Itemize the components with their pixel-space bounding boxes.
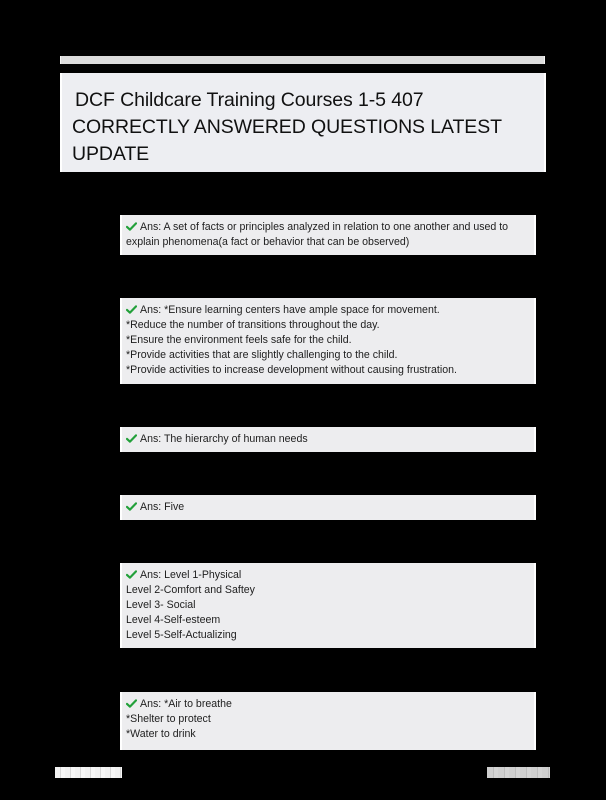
answer-line: *Provide activities to increase development without causing frustration.: [126, 364, 457, 376]
title-line-2: CORRECTLY ANSWERED QUESTIONS LATEST: [72, 116, 502, 138]
answer-line: *Shelter to protect: [126, 713, 211, 725]
answer-line: *Ensure the environment feels safe for the child.: [126, 334, 352, 346]
footer-page-number-redacted: [487, 767, 550, 778]
answer-box-6: [120, 692, 536, 750]
answer-box-5: [120, 563, 536, 648]
answer-box-3: [120, 427, 536, 452]
answer-line: Ans: Level 1-Physical: [126, 568, 530, 583]
footer-site-name-redacted: [55, 767, 122, 778]
answer-line: Level 3- Social: [126, 599, 196, 611]
answer-line: explain phenomena(a fact or behavior that can be observed): [126, 236, 410, 248]
answer-line: Ans: A set of facts or principles analyzed in relation to one another and used to: [126, 220, 530, 235]
answer-line: Ans: Five: [126, 500, 530, 515]
checkmark-icon: [126, 699, 137, 708]
answer-line: *Provide activities that are slightly challenging to the child.: [126, 349, 398, 361]
answer-line: Ans: *Air to breathe: [126, 697, 530, 712]
title-line-1: DCF Childcare Training Courses 1-5 407: [75, 89, 424, 111]
answer-line: *Reduce the number of transitions throughout the day.: [126, 319, 380, 331]
checkmark-icon: [126, 434, 137, 443]
answer-box-1: [120, 215, 536, 255]
answer-line: Level 5-Self-Actualizing: [126, 629, 237, 641]
answer-line: Level 4-Self-esteem: [126, 614, 221, 626]
checkmark-icon: [126, 502, 137, 511]
document-title-box: [60, 73, 546, 172]
checkmark-icon: [126, 222, 137, 231]
header-divider-strip: [60, 56, 545, 64]
answer-line: *Water to drink: [126, 728, 196, 740]
answer-line: Ans: *Ensure learning centers have ample space for movement.: [126, 303, 530, 318]
answer-box-4: [120, 495, 536, 520]
title-line-3: UPDATE: [72, 143, 150, 165]
answer-line: Level 2-Comfort and Saftey: [126, 584, 255, 596]
checkmark-icon: [126, 305, 137, 314]
answer-box-2: [120, 298, 536, 384]
answer-line: Ans: The hierarchy of human needs: [126, 432, 530, 447]
checkmark-icon: [126, 570, 137, 579]
document-title: [72, 87, 534, 168]
